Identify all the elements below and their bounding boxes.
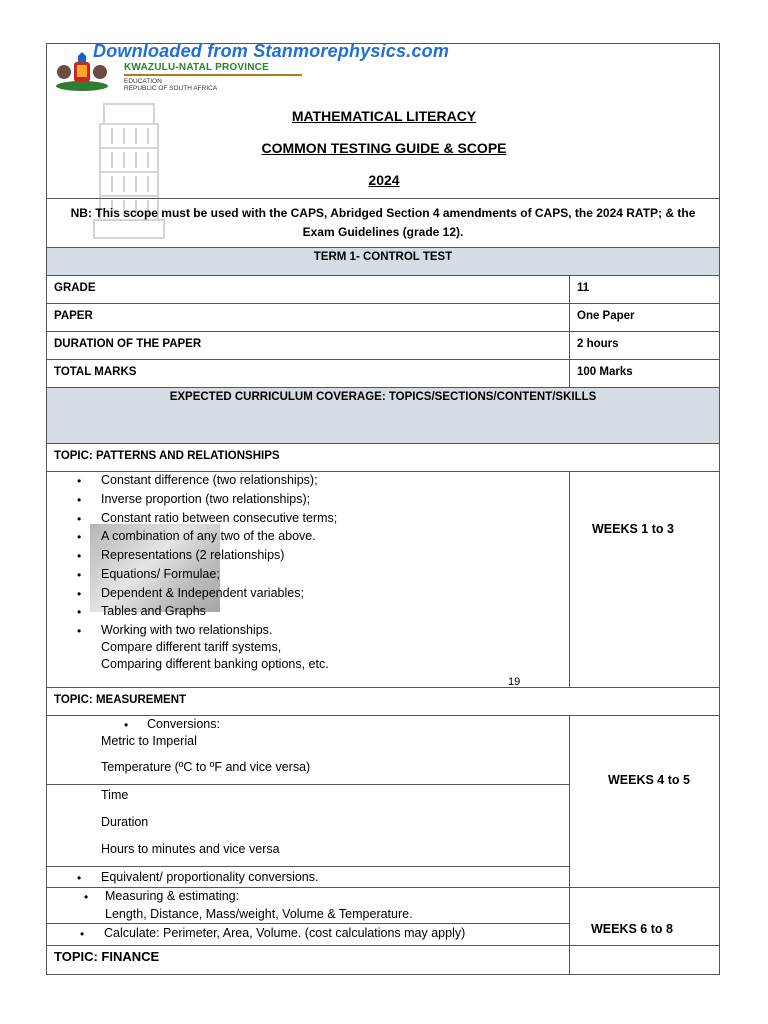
nb-line-2: Exam Guidelines (grade 12).: [302, 225, 464, 239]
term-row: [47, 247, 719, 275]
list-item: A combination of any two of the above.: [101, 529, 316, 543]
topic-patterns-row: [47, 443, 719, 471]
topic-finance-row: [47, 945, 719, 974]
list-item: Tables and Graphs: [101, 604, 206, 618]
list-item-continuation: Compare different tariff systems,: [101, 640, 282, 654]
list-item-continuation: Duration: [101, 815, 149, 829]
info-column-divider: [569, 275, 570, 387]
topic-heading: TOPIC: FINANCE: [54, 949, 160, 964]
info-label: TOTAL MARKS: [54, 366, 137, 378]
topic-heading: TOPIC: PATTERNS AND RELATIONSHIPS: [54, 450, 280, 462]
list-item: Dependent & Independent variables;: [101, 586, 304, 600]
info-label: DURATION OF THE PAPER: [54, 338, 202, 350]
list-item-continuation: Length, Distance, Mass/weight, Volume & Temperature.: [105, 907, 413, 921]
bullet-icon: •: [77, 493, 82, 507]
topic-measurement-row: [47, 687, 719, 715]
term-label: TERM 1- CONTROL TEST: [313, 251, 453, 263]
info-label: GRADE: [54, 282, 96, 294]
list-item: Constant ratio between consecutive terms;: [101, 511, 338, 525]
measurement-inner-divider: [47, 866, 569, 867]
info-row-duration: [47, 331, 719, 359]
nb-line-1: NB: This scope must be used with the CAPS, Abridged Section 4 amendments of CAPS, the 2024 RATP; & the: [70, 206, 696, 220]
bullet-icon: •: [77, 605, 82, 619]
bullet-icon: •: [77, 549, 82, 563]
department-name: EDUCATION: [124, 78, 162, 85]
weeks-label: WEEKS 6 to 8: [591, 922, 673, 936]
document-title: MATHEMATICAL LITERACY: [291, 108, 477, 124]
bullet-icon: •: [84, 890, 89, 904]
bullet-icon: •: [77, 587, 82, 601]
info-row-paper: [47, 303, 719, 331]
list-item-continuation: Metric to Imperial: [101, 734, 197, 748]
bullet-icon: •: [77, 624, 82, 638]
document-subtitle: COMMON TESTING GUIDE & SCOPE: [261, 140, 507, 156]
bullet-icon: •: [77, 568, 82, 582]
info-row-total-marks: [47, 359, 719, 387]
list-item: Measuring & estimating:: [105, 889, 240, 903]
province-divider: [124, 74, 302, 76]
list-item: Inverse proportion (two relationships);: [101, 492, 311, 506]
measuring-inner-divider: [47, 923, 569, 924]
list-item: Working with two relationships.: [101, 623, 273, 637]
info-value: 11: [577, 282, 590, 294]
coverage-row: [47, 387, 719, 443]
list-item: Equivalent/ proportionality conversions.: [101, 870, 319, 884]
bullet-icon: •: [77, 512, 82, 526]
department-text: [124, 78, 217, 92]
weeks-label: WEEKS 1 to 3: [592, 522, 674, 536]
bullet-icon: •: [77, 474, 82, 488]
list-item-continuation: Time: [101, 788, 129, 802]
country-name: REPUBLIC OF SOUTH AFRICA: [124, 85, 218, 92]
list-item: Conversions:: [147, 717, 220, 731]
list-item: Calculate: Perimeter, Area, Volume. (cost calculations may apply): [104, 926, 466, 940]
bullet-icon: •: [77, 871, 82, 885]
topic-heading: TOPIC: MEASUREMENT: [54, 694, 187, 706]
document-year: 2024: [368, 172, 400, 188]
weeks-label: WEEKS 4 to 5: [608, 773, 690, 787]
measurement-inner-divider: [47, 784, 569, 785]
bullet-icon: •: [80, 927, 85, 941]
bullet-icon: •: [124, 718, 129, 732]
province-name: KWAZULU-NATAL PROVINCE: [124, 62, 269, 73]
list-item: Constant difference (two relationships);: [101, 473, 318, 487]
info-value: 100 Marks: [577, 366, 633, 378]
download-watermark: Downloaded from Stanmorephysics.com: [93, 41, 450, 61]
info-value: One Paper: [577, 310, 635, 322]
list-item-continuation: Hours to minutes and vice versa: [101, 842, 280, 856]
list-item: Representations (2 relationships): [101, 548, 285, 562]
list-item: Equations/ Formulae;: [101, 567, 220, 581]
bullet-icon: •: [77, 530, 82, 544]
list-item-continuation: Temperature (ºC to ºF and vice versa): [101, 760, 311, 774]
list-item-continuation: Comparing different banking options, etc.: [101, 657, 329, 671]
info-label: PAPER: [54, 310, 93, 322]
page-mark: 19: [508, 676, 521, 688]
topic-patterns-divider: [569, 471, 570, 687]
nb-note: [47, 198, 719, 246]
info-value: 2 hours: [577, 338, 619, 350]
coverage-heading: EXPECTED CURRICULUM COVERAGE: TOPICS/SECTIONS/CONTENT/SKILLS: [169, 391, 597, 403]
info-row-grade: [47, 275, 719, 303]
